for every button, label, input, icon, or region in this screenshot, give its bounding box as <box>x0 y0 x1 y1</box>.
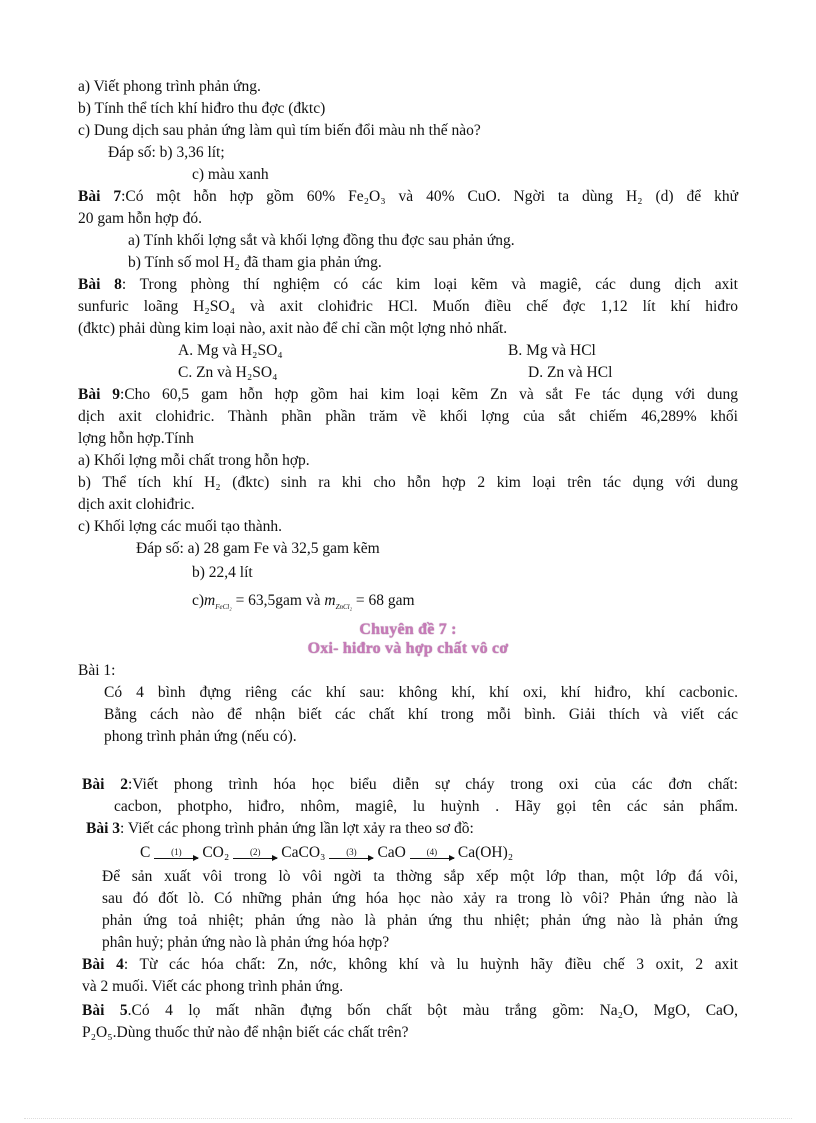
arrow-2-icon: (2) <box>233 848 277 859</box>
answer-line: Đáp số: b) 3,36 lít; <box>108 144 225 161</box>
bai9-line1: Bài 9:Cho 60,5 gam hỗn hợp gồm hai kim loại kẽm Zn và sắt Fe tác dụng với dung <box>78 386 738 403</box>
c7-bai2-line1: Bài 2:Viết phong trình hóa học biểu diễn sự cháy trong oxi của các đơn chất: <box>82 776 738 793</box>
c7-bai4-label: Bài 4 <box>82 956 124 973</box>
c7-bai4-line2: và 2 muối. Viết các phong trình phản ứng. <box>82 978 344 995</box>
option-b: B. Mg và HCl <box>508 342 596 359</box>
bai9-line3: lợng hỗn hợp.Tính <box>78 430 194 447</box>
bai7-a: a) Tính khối lợng sắt và khối lợng đồng thu đợc sau phản ứng. <box>128 232 515 249</box>
question-a: a) Viết phong trình phản ứng. <box>78 78 261 95</box>
c7-bai1-label: Bài 1: <box>78 662 116 679</box>
c7-bai5-line1: Bài 5.Có 4 lọ mất nhãn đựng bốn chất bột màu trắng gồm: Na₂O, MgO, CaO, <box>82 1002 738 1019</box>
bai9-b2: dịch axit clohiđric. <box>78 496 195 513</box>
c7-bai3-label: Bài 3 <box>86 820 121 837</box>
c7-bai3-para3: phản ứng toả nhiệt; phản ứng nào là phản ứng thu nhiệt; phản ứng nào là phản ứng <box>102 912 738 929</box>
question-b: b) Tính thể tích khí hiđro thu đợc (đktc) <box>78 100 326 117</box>
option-c: C. Zn và H₂SO₄ <box>178 364 278 381</box>
bai8-options-row2 <box>78 362 738 384</box>
c7-bai1-line2: Bằng cách nào để nhận biết các chất khí trong mỗi bình. Giải thích và viết các <box>104 706 738 723</box>
chapter-title: Chuyên đề 7 : <box>359 621 457 638</box>
c7-bai4-line1: Bài 4: Từ các hóa chất: Zn, nớc, không khí và lu huỳnh hãy điều chế 3 oxit, 2 axit <box>82 956 738 973</box>
arrow-4-icon: (4) <box>410 848 454 859</box>
c7-bai2-line2: cacbon, photpho, hiđro, nhôm, magiê, lu huỳnh . Hãy gọi tên các sản phẩm. <box>114 798 738 815</box>
bai9-line2: dịch axit clohiđric. Thành phần phần trăm về khối lợng của sắt chiếm 46,289% khối <box>78 408 738 425</box>
bai9-c: c) Khối lợng các muối tạo thành. <box>78 518 283 535</box>
c7-bai5-line2: P₂O₅.Dùng thuốc thử nào để nhận biết các chất trên? <box>82 1024 409 1041</box>
bai9-a: a) Khối lợng mỗi chất trong hỗn hợp. <box>78 452 310 469</box>
bai9-b1: b) Thể tích khí H₂ (đktc) sinh ra khi cho hỗn hợp 2 kim loại trên tác dụng với dung <box>78 474 738 491</box>
chem-caoh2: Ca(OH)₂ <box>457 844 514 861</box>
question-c: c) Dung dịch sau phản ứng làm quì tím biến đổi màu nh thế nào? <box>78 122 481 139</box>
page-bottom-divider <box>24 1118 792 1119</box>
c7-bai1-line3: phong trình phản ứng (nếu có). <box>104 728 297 745</box>
bai7-b: b) Tính số mol H₂ đã tham gia phản ứng. <box>128 254 382 271</box>
bai9-answer2: b) 22,4 lít <box>192 564 253 581</box>
arrow-1-icon: (1) <box>154 848 198 859</box>
c7-bai2-label: Bài 2 <box>82 776 128 793</box>
document-page <box>78 76 738 1044</box>
bai8-options-row1 <box>78 340 738 362</box>
bai7-line2: 20 gam hỗn hợp đó. <box>78 210 203 227</box>
arrow-3-icon: (3) <box>329 848 373 859</box>
chem-co2: CO₂ <box>202 844 230 861</box>
bai8-line3: (đktc) phải dùng kim loại nào, axit nào để chỉ cần một lợng nhỏ nhất. <box>78 320 508 337</box>
bai7-line1: Bài 7:Có một hỗn hợp gồm 60% Fe₂O₃ và 40% CuO. Ngời ta dùng H₂ (d) để khử <box>78 188 738 205</box>
bai9-answer1: Đáp số: a) 28 gam Fe và 32,5 gam kẽm <box>136 540 380 557</box>
bai8-line1: Bài 8: Trong phòng thí nghiệm có các kim loại kẽm và magiê, các dung dịch axit <box>78 276 738 293</box>
chapter-subtitle: Oxi- hiđro và hợp chất vô cơ <box>307 640 509 657</box>
c7-bai3-line1: Bài 3: Viết các phong trình phản ứng lần lợt xảy ra theo sơ đồ: <box>86 820 474 837</box>
c7-bai3-para1: Để sản xuất vôi trong lò vôi ngời ta thờng sắp xếp một lớp than, một lớp đá vôi, <box>102 868 738 885</box>
answer-line: c) màu xanh <box>192 166 269 183</box>
option-d: D. Zn và HCl <box>528 364 613 381</box>
bai7-label: Bài 7 <box>78 188 122 205</box>
bai9-answer3: $c)m_{FeCl_2} = 63,5gam$ và $m_{ZnCl_2} = 68$ gam <box>192 592 415 612</box>
bai8-label: Bài 8 <box>78 276 122 293</box>
chem-caco3: CaCO₃ <box>281 844 326 861</box>
option-a: A. Mg và H₂SO₄ <box>178 342 283 359</box>
reaction-scheme <box>78 840 738 866</box>
c7-bai1-line1: Có 4 bình đựng riêng các khí sau: không khí, khí oxi, khí hiđro, khí cacbonic. <box>104 684 738 701</box>
bai9-label: Bài 9 <box>78 386 121 403</box>
bai8-line2: sunfuric loãng H₂SO₄ và axit clohiđric HCl. Muốn điều chế đợc 1,12 lít khí hiđro <box>78 298 738 315</box>
chem-cao: CaO <box>377 844 406 861</box>
c7-bai5-label: Bài 5 <box>82 1002 128 1019</box>
c7-bai3-para2: sau đó đốt lò. Có những phản ứng hóa học nào xảy ra trong lò vôi? Phản ứng nào là <box>102 890 738 907</box>
chem-c: C <box>140 844 151 861</box>
c7-bai3-para4: phân huỷ; phản ứng nào là phản ứng hóa hợp? <box>102 934 390 951</box>
